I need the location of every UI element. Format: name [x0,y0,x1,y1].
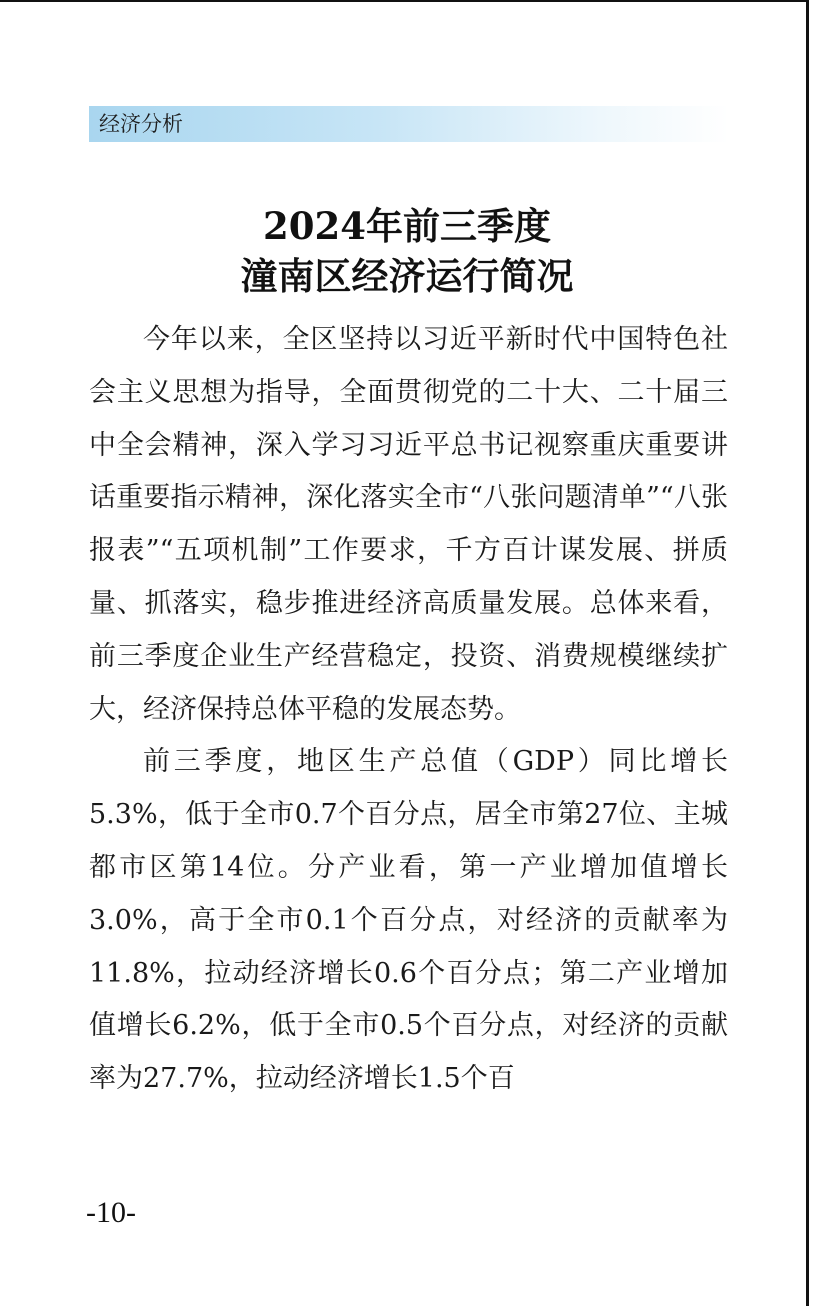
title-line-1: 2024年前三季度 [263,204,551,248]
paragraph-2: 前三季度，地区生产总值（GDP）同比增长5.3%，低于全市0.7个百分点，居全市第27位、主城都市区第14位。分产业看，第一产业增加值增长3.0%，高于全市0.1个百分点，对经济的贡献率为11.8%，拉动经济增长0.6个百分点；第二产业增加值增长6.2%，低于全市0.5个百分点，对经济的贡献率为27.7%，拉动经济增长1.5个百 [89,746,728,1095]
section-tag: 经济分析 [89,106,729,142]
title-line-2: 潼南区经济运行简况 [240,254,574,298]
article-body [89,314,728,1106]
paragraph-1: 今年以来，全区坚持以习近平新时代中国特色社会主义思想为指导，全面贯彻党的二十大、二十届三中全会精神，深入学习习近平总书记视察重庆重要讲话重要指示精神，深化落实全市“八张问题清单”“八张报表”“五项机制”工作要求，千方百计谋发展、拼质量、抓落实，稳步推进经济高质量发展。总体来看，前三季度企业生产经营稳定，投资、消费规模继续扩大，经济保持总体平稳的发展态势。 [89,324,728,725]
page-number: -10- [86,1196,136,1229]
